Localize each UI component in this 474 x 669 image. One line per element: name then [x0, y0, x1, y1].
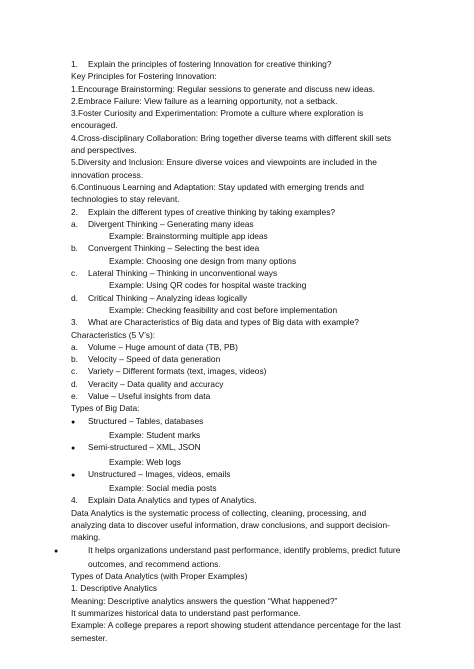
thinking-type-d: d. Critical Thinking – Analyzing ideas logically: [71, 292, 248, 303]
descriptive-summary: It summarizes historical data to understand past performance.: [71, 608, 301, 619]
characteristics-heading: Characteristics (5 V’s):: [71, 329, 156, 340]
thinking-example-a: Example: Brainstorming multiple app ideas: [109, 231, 268, 242]
thinking-type-c: c. Lateral Thinking – Thinking in unconventional ways: [71, 268, 278, 279]
characteristic-a: a. Volume – Huge amount of data (TB, PB): [71, 341, 238, 352]
types-heading: Types of Big Data:: [71, 403, 140, 414]
question-1: 1. Explain the principles of fostering Innovation for creative thinking?: [71, 59, 332, 69]
bigdata-type-semistructured: ● Semi-structured – XML, JSON: [71, 441, 403, 455]
characteristic-b: b. Velocity – Speed of data generation: [71, 354, 221, 365]
principle-5: 5.Diversity and Inclusion: Ensure diverse voices and viewpoints are included in the innovation process.: [71, 157, 377, 180]
bullet-icon: ●: [71, 418, 76, 426]
characteristic-d: d. Veracity – Data quality and accuracy: [71, 378, 224, 389]
thinking-example-c: Example: Using QR codes for hospital waste tracking: [109, 280, 307, 291]
analytics-bullet: ● It helps organizations understand past performance, identify problems, predict future outcomes, and recommend actions.: [54, 544, 401, 569]
bullet-icon: ●: [54, 547, 59, 555]
principle-4: 4.Cross-disciplinary Collaboration: Bring together diverse teams with different skill sets and perspectives.: [71, 132, 392, 156]
analytics-definition: Data Analytics is the systematic process of collecting, cleaning, processing, and analyzing data to discover useful information, draw conclusions, and support decision-making.: [71, 507, 390, 543]
descriptive-meaning: Meaning: Descriptive analytics answers the question “What happened?”: [71, 595, 338, 606]
principle-3: 3.Foster Curiosity and Experimentation: Promote a culture where exploration is encouraged.: [71, 108, 364, 131]
principle-6: 6.Continuous Learning and Adaptation: Stay updated with emerging trends and technologies to stay relevant.: [71, 181, 364, 205]
bigdata-example-structured: Example: Student marks: [109, 429, 201, 440]
thinking-type-a: a. Divergent Thinking – Generating many ideas: [71, 218, 254, 229]
characteristic-e: e. Value – Useful insights from data: [71, 391, 211, 402]
question-3: 3. What are Characteristics of Big data and types of Big data with example?: [71, 317, 359, 328]
thinking-example-d: Example: Checking feasibility and cost before implementation: [109, 304, 338, 315]
thinking-example-b: Example: Choosing one design from many options: [109, 255, 297, 266]
key-principles-heading: Key Principles for Fostering Innovation:: [71, 71, 217, 82]
bigdata-example-unstructured: Example: Social media posts: [109, 483, 217, 494]
principle-2: 2.Embrace Failure: View failure as a learning opportunity, not a setback.: [71, 95, 338, 106]
descriptive-heading: 1. Descriptive Analytics: [71, 583, 158, 594]
characteristic-c: c. Variety – Different formats (text, images, videos): [71, 366, 267, 377]
bullet-icon: ●: [71, 471, 76, 479]
question-2: 2. Explain the different types of creative thinking by taking examples?: [71, 206, 336, 217]
bullet-icon: ●: [71, 445, 76, 453]
bigdata-type-structured: ● Structured – Tables, databases: [71, 415, 403, 429]
descriptive-example: Example: A college prepares a report showing student attendance percentage for the last semester.: [71, 620, 401, 643]
bigdata-example-semistructured: Example: Web logs: [109, 456, 181, 467]
document-body: [54, 58, 403, 644]
thinking-type-b: b. Convergent Thinking – Selecting the best idea: [71, 243, 260, 254]
analytics-types-heading: Types of Data Analytics (with Proper Examples): [71, 571, 248, 582]
question-4: 4. Explain Data Analytics and types of Analytics.: [71, 495, 257, 506]
bigdata-type-unstructured: ● Unstructured – Images, videos, emails: [71, 468, 403, 482]
principle-1: 1.Encourage Brainstorming: Regular sessions to generate and discuss new ideas.: [71, 83, 375, 94]
